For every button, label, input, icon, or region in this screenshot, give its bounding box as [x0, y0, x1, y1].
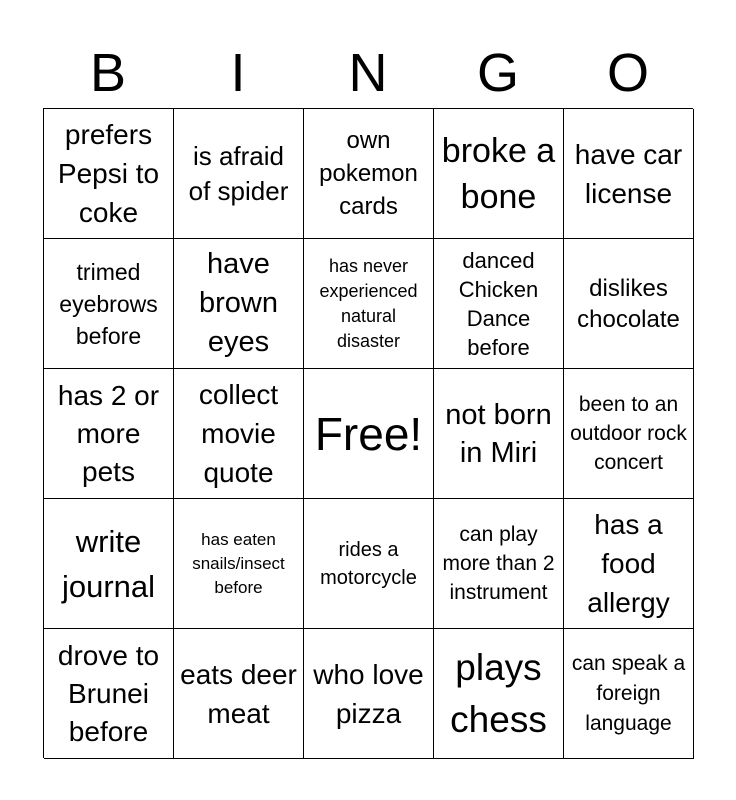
bingo-cell[interactable] [434, 239, 564, 369]
bingo-cell[interactable] [304, 109, 434, 239]
bingo-cell-text: broke a bone [441, 131, 556, 216]
bingo-cell[interactable] [44, 369, 174, 499]
bingo-cell-text: is afraid of spider [188, 140, 289, 206]
header-letter-o: O [606, 43, 649, 103]
free-space-text: Free! [314, 407, 423, 460]
bingo-header [43, 38, 693, 108]
bingo-cell-text: have brown eyes [199, 248, 278, 358]
bingo-cell[interactable] [44, 109, 174, 239]
bingo-cell-text: collect movie quote [198, 379, 279, 488]
bingo-cell[interactable] [564, 109, 694, 239]
bingo-cell-text: own pokemon cards [319, 127, 418, 220]
bingo-cell-text: rides a motorcycle [320, 538, 417, 589]
bingo-cell[interactable] [564, 629, 694, 759]
bingo-cell[interactable] [174, 109, 304, 239]
bingo-grid [43, 108, 693, 758]
header-letter-i: I [230, 43, 246, 103]
bingo-cell-text: have car license [574, 138, 683, 209]
bingo-cell-text: has a food allergy [587, 509, 670, 618]
bingo-cell[interactable] [564, 239, 694, 369]
header-letter-n: N [348, 43, 388, 103]
bingo-cell-text: has eaten snails/insect before [192, 529, 285, 597]
bingo-cell-text: can speak a foreign language [571, 651, 686, 735]
bingo-cell[interactable] [434, 499, 564, 629]
bingo-cell[interactable] [174, 369, 304, 499]
bingo-cell[interactable] [174, 629, 304, 759]
bingo-cell[interactable] [304, 499, 434, 629]
bingo-cell[interactable] [434, 369, 564, 499]
bingo-cell[interactable] [44, 499, 174, 629]
bingo-cell[interactable] [564, 369, 694, 499]
bingo-cell-text: prefers Pepsi to coke [57, 119, 160, 228]
bingo-cell-text: trimed eyebrows before [59, 258, 158, 349]
bingo-cell-text: can play more than 2 instrument [442, 523, 555, 604]
bingo-cell-text: danced Chicken Dance before [458, 247, 539, 360]
bingo-cell-text: been to an outdoor rock concert [570, 393, 687, 474]
bingo-cell-text: has never experienced natural disaster [319, 255, 418, 351]
bingo-cell-text: has 2 or more pets [57, 379, 160, 487]
bingo-cell[interactable] [174, 239, 304, 369]
free-space-cell[interactable] [304, 369, 434, 499]
bingo-cell[interactable] [434, 629, 564, 759]
bingo-cell-text: dislikes chocolate [577, 274, 680, 333]
bingo-cell-text: who love pizza [313, 658, 424, 729]
bingo-cell[interactable] [434, 109, 564, 239]
bingo-cell[interactable] [44, 239, 174, 369]
bingo-cell[interactable] [564, 499, 694, 629]
bingo-cell[interactable] [304, 239, 434, 369]
bingo-cell[interactable] [44, 629, 174, 759]
header-letter-g: G [476, 43, 519, 103]
bingo-cell-text: drove to Brunei before [57, 639, 160, 747]
bingo-cell-text: plays chess [450, 646, 547, 740]
bingo-cell-text: not born in Miri [445, 398, 552, 469]
bingo-cell-text: write journal [61, 523, 156, 604]
header-letter-b: B [89, 43, 127, 103]
bingo-cell[interactable] [174, 499, 304, 629]
bingo-cell[interactable] [304, 629, 434, 759]
bingo-cell-text: eats deer meat [180, 658, 297, 729]
